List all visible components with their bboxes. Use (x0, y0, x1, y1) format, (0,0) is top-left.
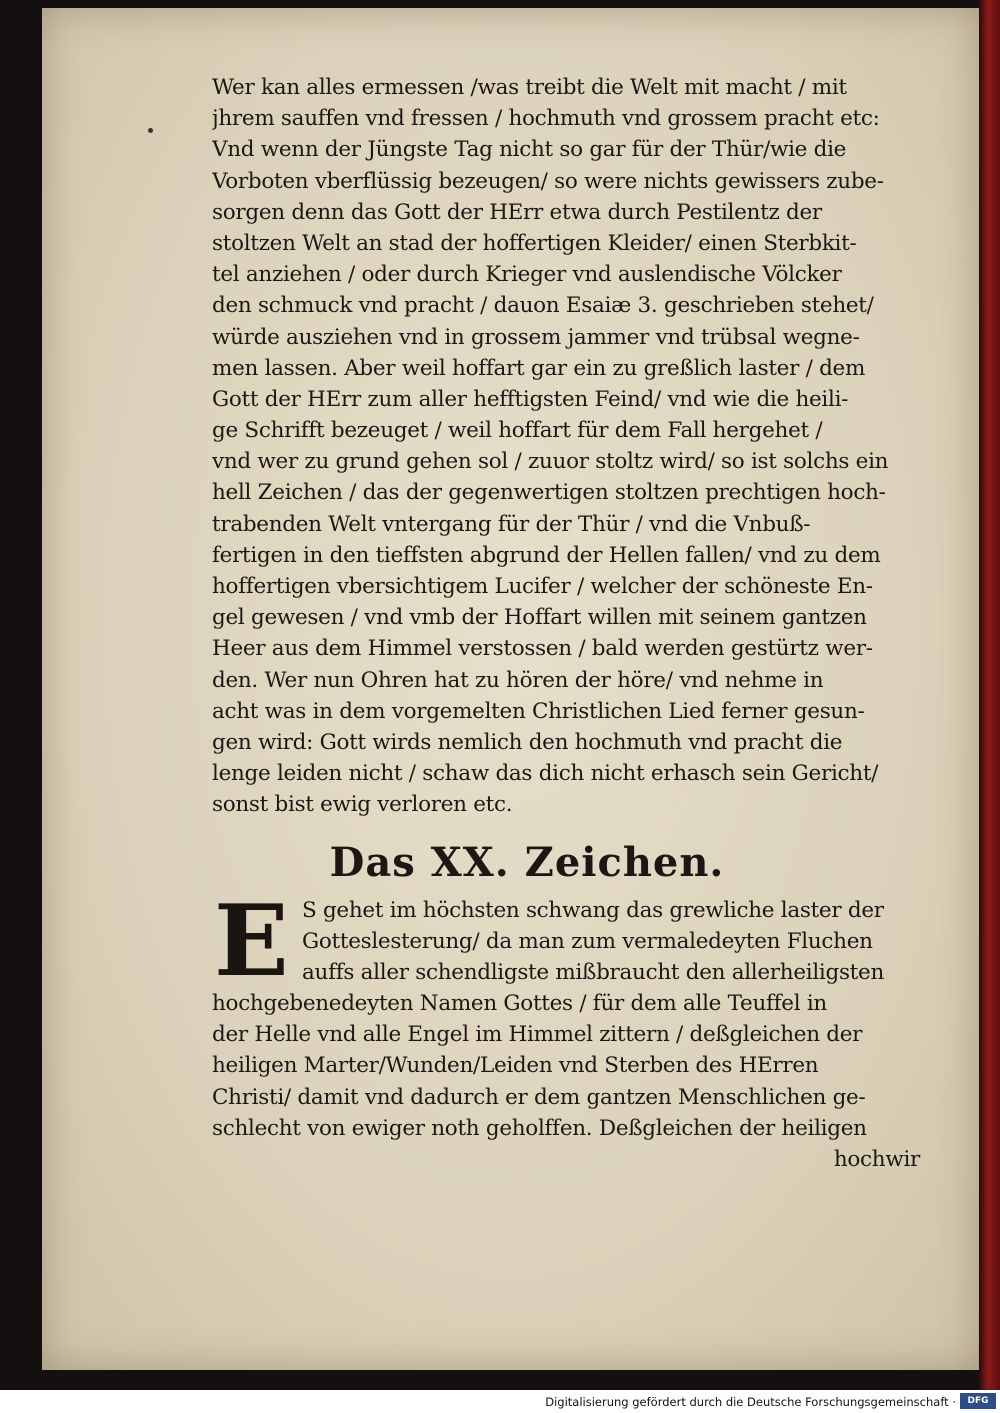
text-line: gen wird: Gott wirds nemlich den hochmuth vnd pracht die (212, 729, 843, 755)
text-line: den schmuck vnd pracht / dauon Esaiæ 3. geschrieben stehet/ (212, 293, 874, 319)
text-line: acht was in dem vorgemelten Christlichen Lied ferner gesun- (212, 698, 865, 724)
text-line: Vnd wenn der Jüngste Tag nicht so gar für der Thür/wie die (212, 137, 847, 163)
text-line: stoltzen Welt an stad der hoffertigen Kleider/ einen Sterbkit- (212, 230, 857, 256)
text-line: hochgebenedeyten Namen Gottes / für dem alle Teuffel in (212, 991, 827, 1017)
funding-credit: Digitalisierung gefördert durch die Deutsche Forschungsgemeinschaft · (545, 1395, 956, 1409)
page-text (212, 72, 932, 1175)
text-line: fertigen in den tieffsten abgrund der Hellen fallen/ vnd zu dem (212, 542, 881, 568)
text-line: hoffertigen vbersichtigem Lucifer / welcher der schöneste En- (212, 574, 873, 599)
text-line: würde ausziehen vnd in grossem jammer vnd trübsal wegne- (212, 324, 860, 350)
catchword: hochwir (833, 1147, 920, 1172)
text-line: Gott der HErr zum aller hefftigsten Feind/ vnd wie die heili- (212, 386, 849, 412)
text-line: men lassen. Aber weil hoffart gar ein zu greßlich laster / dem (212, 355, 866, 381)
text-line: sorgen denn das Gott der HErr etwa durch Pestilentz der (212, 199, 822, 225)
text-line: Christi/ damit vnd dadurch er dem gantzen Menschlichen ge- (212, 1084, 866, 1110)
text-line: tel anziehen / oder durch Krieger vnd auslendische Völcker (212, 262, 842, 288)
text-line: jhrem sauffen vnd fressen / hochmuth vnd grossem pracht etc: (212, 106, 880, 132)
text-line: lenge leiden nicht / schaw das dich nicht erhasch sein Gericht/ (212, 761, 879, 787)
text-line: der Helle vnd alle Engel im Himmel zittern / deßgleichen der (212, 1022, 863, 1048)
book-edge (980, 0, 1000, 1390)
paragraph-1 (212, 72, 932, 821)
text-line: Heer aus dem Himmel verstossen / bald werden gestürtz wer- (212, 636, 873, 662)
text-line: sonst bist ewig verloren etc. (212, 792, 513, 818)
text-line: ge Schrifft bezeuget / weil hoffart für dem Fall hergehet / (212, 418, 823, 444)
text-line: gel gewesen / vnd vmb der Hoffart willen mit seinem gantzen (212, 605, 867, 631)
text-line: Vorboten vberflüssig bezeugen/ so were nichts gewissers zube- (212, 168, 884, 194)
paragraph-2 (212, 883, 932, 1176)
footer-bar (0, 1390, 1000, 1413)
ink-spot (148, 128, 153, 133)
text-line: hell Zeichen / das der gegenwertigen stoltzen prechtigen hoch- (212, 480, 886, 506)
text-line: Wer kan alles ermessen /was treibt die Welt mit macht / mit (212, 75, 847, 100)
text-line: Gotteslesterung/ da man zum vermaledeyten Fluchen (302, 928, 873, 954)
text-line: S gehet im höchsten schwang das grewliche laster der (302, 897, 884, 923)
text-line: heiligen Marter/Wunden/Leiden vnd Sterben des HErren (212, 1053, 819, 1079)
text-line: trabenden Welt vntergang für der Thür / vnd die Vnbuß- (212, 511, 811, 537)
text-line: vnd wer zu grund gehen sol / zuuor stoltz wird/ so ist solchs ein (212, 449, 889, 475)
drop-initial: E (214, 883, 289, 999)
text-line: auffs aller schendligste mißbraucht den allerheiligsten (302, 959, 884, 985)
text-line: schlecht von ewiger noth geholffen. Deßgleichen der heiligen (212, 1115, 867, 1141)
text-line: den. Wer nun Ohren hat zu hören der höre/ vnd nehme in (212, 667, 824, 693)
dfg-logo[interactable]: DFG (960, 1393, 996, 1409)
section-heading: Das XX. Zeichen. (329, 838, 725, 886)
